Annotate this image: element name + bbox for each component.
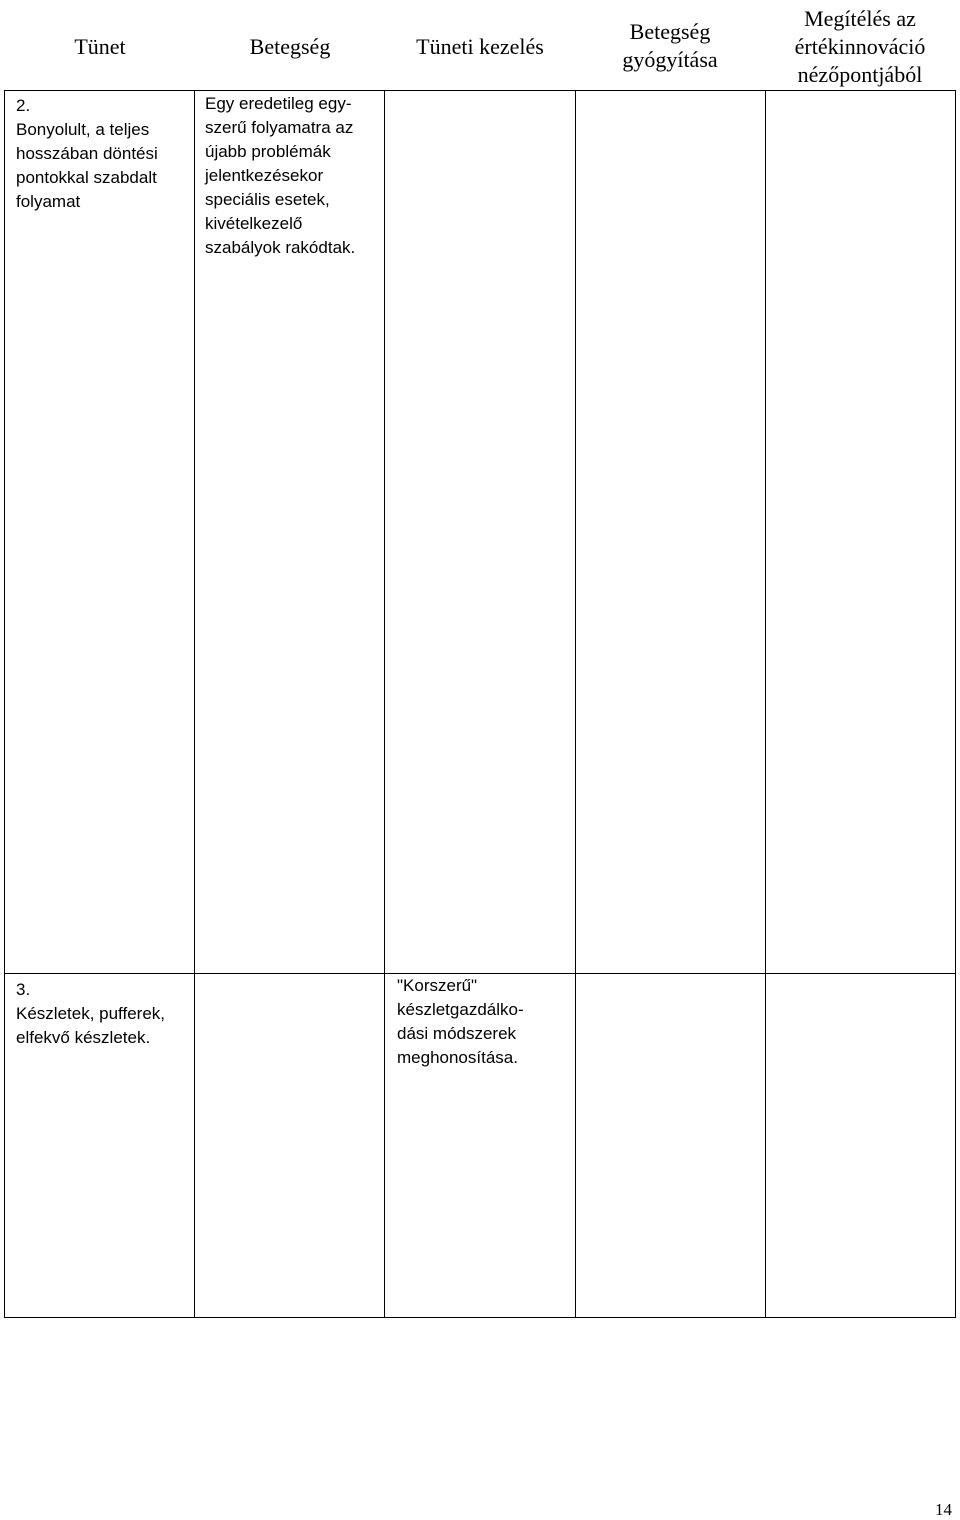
table-line-left [4, 90, 5, 1318]
cell-line: folyamat [16, 192, 81, 211]
cell-line: "Korszerű" [397, 976, 478, 995]
cell-line: dási módszerek [397, 1024, 517, 1043]
header-betegseg-text: Betegség [249, 34, 331, 59]
header-megiteles-line: nézőpontjából [797, 62, 923, 87]
header-tunet [40, 33, 160, 61]
cell-line: szabályok rakódtak. [205, 238, 356, 257]
table-line-col1 [194, 90, 195, 1318]
cell-line: 3. [16, 980, 31, 999]
cell-line: Egy eredetileg egy- [205, 94, 352, 113]
cell-line: készletgazdálko- [397, 1000, 524, 1019]
page-number: 14 [935, 1500, 952, 1519]
cell-line: pontokkal szabdalt [16, 168, 157, 187]
header-gyogyitas-line: Betegség [629, 19, 711, 44]
cell-line: 2. [16, 96, 31, 115]
header-megiteles-line: Megítélés az [804, 6, 916, 31]
header-megiteles-line: értékinnováció [794, 34, 926, 59]
cell-line: szerű folyamatra az [205, 118, 354, 137]
header-gyogyitas [590, 18, 750, 74]
cell-line: jelentkezésekor [205, 166, 324, 185]
cell-line: Készletek, pufferek, [16, 1004, 165, 1023]
header-tunet-text: Tünet [74, 34, 126, 59]
table-line-col3 [575, 90, 576, 1318]
cell-line: meghonosítása. [397, 1048, 518, 1067]
cell-line: hosszában döntési [16, 144, 158, 163]
table-line-col2 [384, 90, 385, 1318]
header-tuneti-kezeles [400, 33, 560, 61]
table-line-col4 [765, 90, 766, 1318]
cell-line: elfekvő készletek. [16, 1028, 151, 1047]
cell-line: Bonyolult, a teljes [16, 120, 150, 139]
row3-tunet-cell [16, 978, 165, 1050]
header-gyogyitas-line: gyógyítása [622, 47, 718, 72]
table-line-top [4, 90, 956, 91]
row2-tunet-cell [16, 94, 158, 214]
row2-betegseg-cell [205, 92, 355, 260]
cell-line: kivételkezelő [205, 214, 303, 233]
header-tuneti-kezeles-text: Tüneti kezelés [416, 34, 544, 59]
cell-line: speciális esetek, [205, 190, 330, 209]
header-megiteles [775, 5, 945, 89]
table-line-right [955, 90, 956, 1318]
cell-line: újabb problémák [205, 142, 331, 161]
table-line-bottom [4, 1317, 956, 1318]
header-betegseg [225, 33, 355, 61]
row3-tuneti-kezeles-cell [397, 974, 524, 1070]
